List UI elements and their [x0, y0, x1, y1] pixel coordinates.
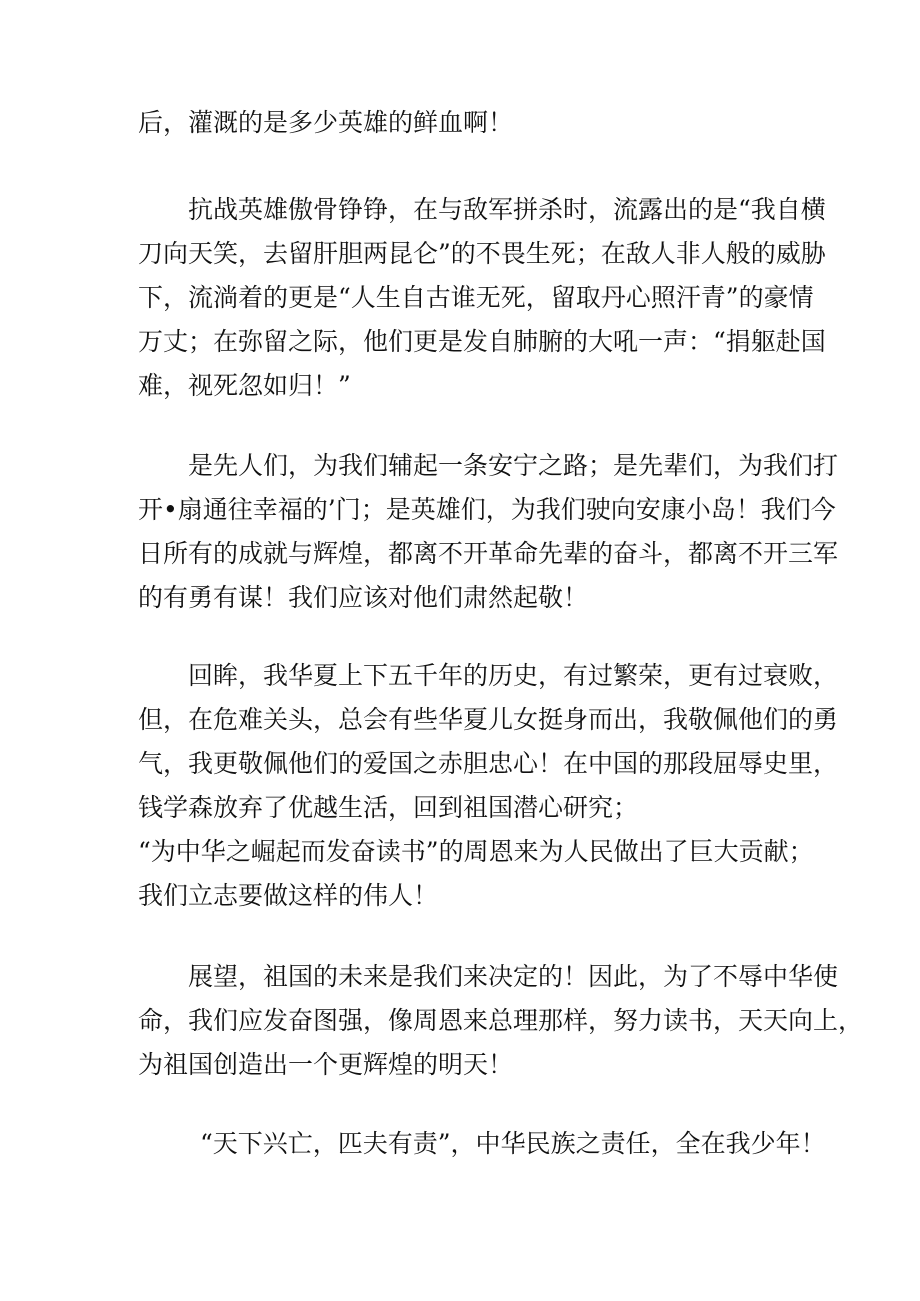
text-line: 为祖国创造出一个更辉煌的明天！ — [138, 1050, 514, 1079]
text-line: “天下兴亡，匹夫有责”，中华民族之责任，全在我少年！ — [200, 1129, 826, 1158]
text-line: 万丈；在弥留之际，他们更是发自肺腑的大吼一声：“捐躯赴国 — [138, 327, 826, 356]
text-line: 回眸，我华夏上下五千年的历史，有过繁荣，更有过衰败， — [188, 661, 839, 690]
paragraph-1 — [138, 101, 788, 145]
text-line: “为中华之崛起而发奋读书”的周恩来为人民做出了巨大贡献； — [138, 837, 814, 866]
text-line: 刀向天笑，去留肝胆两昆仑”的不畏生死；在敌人非人般的威胁 — [138, 239, 826, 268]
text-line: 但，在危难关头，总会有些华夏儿女挺身而出，我敬佩他们的勇 — [138, 705, 839, 734]
text-line: 钱学森放弃了优越生活，回到祖国潜心研究； — [138, 793, 639, 822]
text-line: 开•扇通往幸福的’门；是英雄们，为我们驶向安康小岛！我们今 — [138, 495, 836, 524]
text-line: 抗战英雄傲骨铮铮，在与敌军拼杀时，流露出的是“我自横 — [188, 195, 826, 224]
paragraph-2 — [138, 188, 826, 408]
text-line: 后，灌溉的是多少英雄的鲜血啊！ — [138, 108, 514, 137]
text-line: 我们立志要做这样的伟人！ — [138, 881, 439, 910]
paragraph-6 — [138, 1122, 826, 1166]
paragraph-4 — [138, 654, 839, 918]
text-line: 日所有的成就与辉煌，都离不开革命先辈的奋斗，都离不开三军 — [138, 539, 839, 568]
text-line: 命，我们应发奋图强，像周恩来总理那样，努力读书，天天向上， — [138, 1006, 864, 1035]
text-line: 气，我更敬佩他们的爱国之赤胆忠心！在中国的那段屈辱史里， — [138, 749, 839, 778]
text-line: 下，流淌着的更是“人生自古谁无死，留取丹心照汗青”的豪情 — [138, 283, 814, 312]
text-line: 展望，祖国的未来是我们来决定的！因此，为了不辱中华使 — [188, 962, 839, 991]
text-line: 的有勇有谋！我们应该对他们肃然起敬！ — [138, 583, 589, 612]
paragraph-5 — [138, 955, 864, 1087]
text-line: 是先人们，为我们辅起一条安宁之路；是先辈们，为我们打 — [188, 451, 839, 480]
text-line: 难，视死忽如归！” — [138, 371, 351, 400]
paragraph-3 — [138, 444, 839, 620]
